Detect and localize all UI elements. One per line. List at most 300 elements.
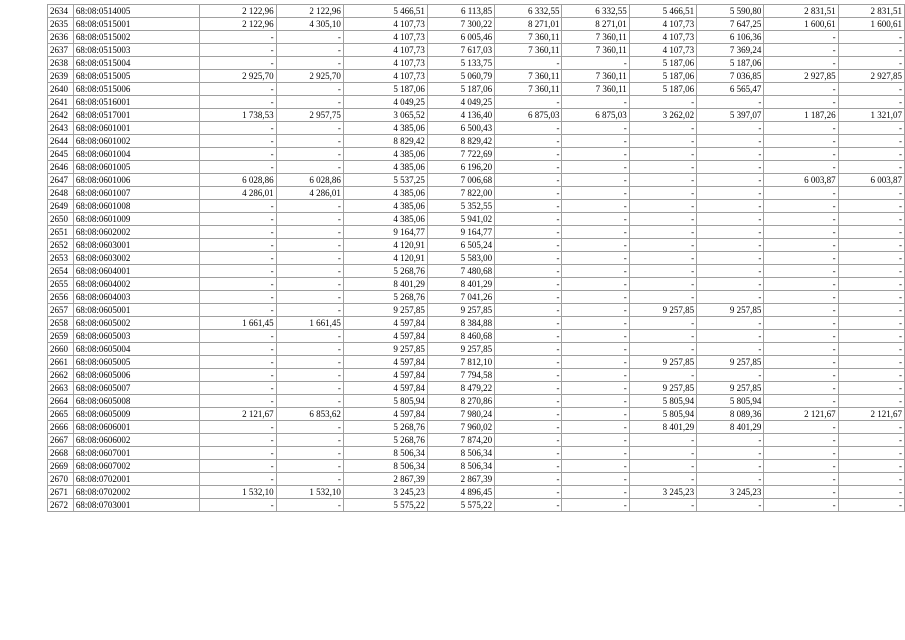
c6-value: - bbox=[562, 447, 629, 460]
row-number: 2660 bbox=[48, 343, 74, 356]
c2-value: - bbox=[276, 382, 343, 395]
c1-value: - bbox=[200, 369, 276, 382]
c4-value: 7 960,02 bbox=[427, 421, 494, 434]
parcel-code: 68:08:0702001 bbox=[73, 473, 200, 486]
c4-value: 5 583,00 bbox=[427, 252, 494, 265]
c2-value: - bbox=[276, 226, 343, 239]
c3-value: 4 385,06 bbox=[343, 122, 427, 135]
c1-value: 2 122,96 bbox=[200, 18, 276, 31]
c10-value: - bbox=[838, 187, 904, 200]
parcel-code: 68:08:0601002 bbox=[73, 135, 200, 148]
c4-value: 5 187,06 bbox=[427, 83, 494, 96]
c10-value: - bbox=[838, 317, 904, 330]
parcel-code: 68:08:0515003 bbox=[73, 44, 200, 57]
c7-value: 5 805,94 bbox=[629, 395, 696, 408]
c3-value: 4 597,84 bbox=[343, 382, 427, 395]
c7-value: 5 466,51 bbox=[629, 5, 696, 18]
c10-value: 2 927,85 bbox=[838, 70, 904, 83]
c7-value: 3 245,23 bbox=[629, 486, 696, 499]
table-row bbox=[48, 96, 905, 109]
c10-value: - bbox=[838, 434, 904, 447]
c1-value: - bbox=[200, 44, 276, 57]
parcel-code: 68:08:0702002 bbox=[73, 486, 200, 499]
c8-value: 3 245,23 bbox=[697, 486, 764, 499]
c5-value: - bbox=[495, 395, 562, 408]
c6-value: - bbox=[562, 291, 629, 304]
c1-value: - bbox=[200, 252, 276, 265]
c4-value: 7 617,03 bbox=[427, 44, 494, 57]
c7-value: - bbox=[629, 161, 696, 174]
c2-value: 4 305,10 bbox=[276, 18, 343, 31]
c5-value: 7 360,11 bbox=[495, 83, 562, 96]
c7-value: - bbox=[629, 265, 696, 278]
c9-value: - bbox=[764, 200, 838, 213]
c1-value: - bbox=[200, 226, 276, 239]
c6-value: - bbox=[562, 460, 629, 473]
table-row bbox=[48, 382, 905, 395]
c10-value: 2 121,67 bbox=[838, 408, 904, 421]
parcel-code: 68:08:0605001 bbox=[73, 304, 200, 317]
c4-value: 8 401,29 bbox=[427, 278, 494, 291]
c5-value: - bbox=[495, 148, 562, 161]
c10-value: - bbox=[838, 421, 904, 434]
c8-value: - bbox=[697, 447, 764, 460]
c7-value: - bbox=[629, 226, 696, 239]
c7-value: - bbox=[629, 447, 696, 460]
c9-value: - bbox=[764, 265, 838, 278]
c4-value: 5 941,02 bbox=[427, 213, 494, 226]
c5-value: - bbox=[495, 200, 562, 213]
parcel-code: 68:08:0607001 bbox=[73, 447, 200, 460]
c2-value: - bbox=[276, 395, 343, 408]
row-number: 2665 bbox=[48, 408, 74, 421]
c10-value: - bbox=[838, 369, 904, 382]
c2-value: - bbox=[276, 239, 343, 252]
c6-value: - bbox=[562, 57, 629, 70]
c8-value: 7 036,85 bbox=[697, 70, 764, 83]
c10-value: - bbox=[838, 304, 904, 317]
table-row bbox=[48, 18, 905, 31]
c2-value: - bbox=[276, 83, 343, 96]
c7-value: - bbox=[629, 122, 696, 135]
c3-value: 4 385,06 bbox=[343, 213, 427, 226]
c4-value: 8 506,34 bbox=[427, 460, 494, 473]
c10-value: 2 831,51 bbox=[838, 5, 904, 18]
c5-value: - bbox=[495, 226, 562, 239]
c1-value: 2 121,67 bbox=[200, 408, 276, 421]
parcel-code: 68:08:0606001 bbox=[73, 421, 200, 434]
c1-value: - bbox=[200, 343, 276, 356]
c2-value: - bbox=[276, 291, 343, 304]
c3-value: 9 257,85 bbox=[343, 304, 427, 317]
c8-value: 6 106,36 bbox=[697, 31, 764, 44]
c10-value: - bbox=[838, 447, 904, 460]
c8-value: 6 565,47 bbox=[697, 83, 764, 96]
c6-value: - bbox=[562, 200, 629, 213]
c3-value: 4 107,73 bbox=[343, 57, 427, 70]
c8-value: - bbox=[697, 213, 764, 226]
c3-value: 4 385,06 bbox=[343, 200, 427, 213]
parcel-code: 68:08:0605006 bbox=[73, 369, 200, 382]
c1-value: 2 925,70 bbox=[200, 70, 276, 83]
c2-value: - bbox=[276, 473, 343, 486]
c4-value: 9 257,85 bbox=[427, 343, 494, 356]
c5-value: - bbox=[495, 460, 562, 473]
c7-value: 4 107,73 bbox=[629, 44, 696, 57]
c6-value: 8 271,01 bbox=[562, 18, 629, 31]
c2-value: - bbox=[276, 148, 343, 161]
c1-value: 1 661,45 bbox=[200, 317, 276, 330]
parcel-code: 68:08:0601005 bbox=[73, 161, 200, 174]
row-number: 2670 bbox=[48, 473, 74, 486]
c6-value: - bbox=[562, 421, 629, 434]
table-row bbox=[48, 486, 905, 499]
c1-value: - bbox=[200, 148, 276, 161]
table-row bbox=[48, 343, 905, 356]
c9-value: 6 003,87 bbox=[764, 174, 838, 187]
c6-value: - bbox=[562, 187, 629, 200]
table-row bbox=[48, 109, 905, 122]
c4-value: 4 896,45 bbox=[427, 486, 494, 499]
c5-value: - bbox=[495, 174, 562, 187]
c3-value: 9 257,85 bbox=[343, 343, 427, 356]
c6-value: - bbox=[562, 330, 629, 343]
c10-value: - bbox=[838, 200, 904, 213]
c7-value: - bbox=[629, 291, 696, 304]
c1-value: - bbox=[200, 122, 276, 135]
c2-value: - bbox=[276, 265, 343, 278]
c9-value: - bbox=[764, 369, 838, 382]
c2-value: - bbox=[276, 304, 343, 317]
c7-value: 5 187,06 bbox=[629, 83, 696, 96]
parcel-code: 68:08:0514005 bbox=[73, 5, 200, 18]
c5-value: - bbox=[495, 135, 562, 148]
c2-value: 6 853,62 bbox=[276, 408, 343, 421]
c2-value: - bbox=[276, 252, 343, 265]
parcel-code: 68:08:0604003 bbox=[73, 291, 200, 304]
c9-value: - bbox=[764, 434, 838, 447]
c6-value: - bbox=[562, 239, 629, 252]
c1-value: 1 738,53 bbox=[200, 109, 276, 122]
table-body bbox=[48, 5, 905, 512]
parcel-code: 68:08:0515004 bbox=[73, 57, 200, 70]
c5-value: - bbox=[495, 447, 562, 460]
c1-value: - bbox=[200, 382, 276, 395]
c6-value: 6 875,03 bbox=[562, 109, 629, 122]
c7-value: 5 187,06 bbox=[629, 57, 696, 70]
c9-value: - bbox=[764, 83, 838, 96]
c2-value: 1 661,45 bbox=[276, 317, 343, 330]
c3-value: 4 385,06 bbox=[343, 148, 427, 161]
c4-value: 7 006,68 bbox=[427, 174, 494, 187]
c7-value: - bbox=[629, 499, 696, 512]
c3-value: 4 597,84 bbox=[343, 330, 427, 343]
c9-value: - bbox=[764, 330, 838, 343]
data-table bbox=[47, 4, 905, 512]
c9-value: - bbox=[764, 304, 838, 317]
c9-value: - bbox=[764, 44, 838, 57]
c2-value: - bbox=[276, 96, 343, 109]
c3-value: 5 466,51 bbox=[343, 5, 427, 18]
c7-value: 5 187,06 bbox=[629, 70, 696, 83]
row-number: 2656 bbox=[48, 291, 74, 304]
c5-value: 6 332,55 bbox=[495, 5, 562, 18]
c3-value: 3 245,23 bbox=[343, 486, 427, 499]
c6-value: - bbox=[562, 343, 629, 356]
row-number: 2669 bbox=[48, 460, 74, 473]
c1-value: - bbox=[200, 460, 276, 473]
c2-value: - bbox=[276, 330, 343, 343]
c1-value: - bbox=[200, 304, 276, 317]
c4-value: 7 300,22 bbox=[427, 18, 494, 31]
c4-value: 8 829,42 bbox=[427, 135, 494, 148]
row-number: 2654 bbox=[48, 265, 74, 278]
c1-value: - bbox=[200, 96, 276, 109]
c10-value: - bbox=[838, 330, 904, 343]
c1-value: 2 122,96 bbox=[200, 5, 276, 18]
table-row bbox=[48, 148, 905, 161]
c9-value: - bbox=[764, 226, 838, 239]
c8-value: 7 369,24 bbox=[697, 44, 764, 57]
c9-value: - bbox=[764, 460, 838, 473]
c7-value: 9 257,85 bbox=[629, 382, 696, 395]
c5-value: - bbox=[495, 486, 562, 499]
c3-value: 5 268,76 bbox=[343, 265, 427, 278]
parcel-code: 68:08:0601009 bbox=[73, 213, 200, 226]
c4-value: 7 874,20 bbox=[427, 434, 494, 447]
c7-value: 3 262,02 bbox=[629, 109, 696, 122]
c2-value: - bbox=[276, 499, 343, 512]
c5-value: - bbox=[495, 57, 562, 70]
c6-value: - bbox=[562, 161, 629, 174]
c8-value: 5 590,80 bbox=[697, 5, 764, 18]
c4-value: 6 005,46 bbox=[427, 31, 494, 44]
c6-value: - bbox=[562, 369, 629, 382]
c6-value: 7 360,11 bbox=[562, 70, 629, 83]
c6-value: - bbox=[562, 122, 629, 135]
row-number: 2659 bbox=[48, 330, 74, 343]
c3-value: 4 107,73 bbox=[343, 31, 427, 44]
table-row bbox=[48, 408, 905, 421]
c4-value: 7 822,00 bbox=[427, 187, 494, 200]
c8-value: 5 805,94 bbox=[697, 395, 764, 408]
c8-value: - bbox=[697, 252, 764, 265]
c9-value: 2 831,51 bbox=[764, 5, 838, 18]
c3-value: 4 597,84 bbox=[343, 369, 427, 382]
table-row bbox=[48, 200, 905, 213]
parcel-code: 68:08:0605008 bbox=[73, 395, 200, 408]
table-row bbox=[48, 57, 905, 70]
c6-value: 7 360,11 bbox=[562, 31, 629, 44]
c2-value: - bbox=[276, 57, 343, 70]
parcel-code: 68:08:0515002 bbox=[73, 31, 200, 44]
c2-value: - bbox=[276, 135, 343, 148]
c4-value: 8 460,68 bbox=[427, 330, 494, 343]
c2-value: - bbox=[276, 31, 343, 44]
parcel-code: 68:08:0515005 bbox=[73, 70, 200, 83]
c7-value: - bbox=[629, 330, 696, 343]
c1-value: - bbox=[200, 200, 276, 213]
c4-value: 5 133,75 bbox=[427, 57, 494, 70]
c7-value: - bbox=[629, 343, 696, 356]
c2-value: 2 122,96 bbox=[276, 5, 343, 18]
c5-value: 8 271,01 bbox=[495, 18, 562, 31]
c2-value: 4 286,01 bbox=[276, 187, 343, 200]
c8-value: - bbox=[697, 200, 764, 213]
c10-value: - bbox=[838, 252, 904, 265]
c8-value: - bbox=[697, 330, 764, 343]
c4-value: 8 384,88 bbox=[427, 317, 494, 330]
table-row bbox=[48, 317, 905, 330]
c1-value: - bbox=[200, 499, 276, 512]
c3-value: 4 597,84 bbox=[343, 356, 427, 369]
c7-value: - bbox=[629, 174, 696, 187]
c4-value: 7 812,10 bbox=[427, 356, 494, 369]
table-row bbox=[48, 291, 905, 304]
c9-value: - bbox=[764, 473, 838, 486]
table-row bbox=[48, 135, 905, 148]
c2-value: - bbox=[276, 278, 343, 291]
c1-value: - bbox=[200, 395, 276, 408]
parcel-code: 68:08:0601008 bbox=[73, 200, 200, 213]
c5-value: - bbox=[495, 213, 562, 226]
c8-value: 9 257,85 bbox=[697, 356, 764, 369]
c8-value: - bbox=[697, 460, 764, 473]
row-number: 2646 bbox=[48, 161, 74, 174]
c8-value: 8 401,29 bbox=[697, 421, 764, 434]
c7-value: - bbox=[629, 460, 696, 473]
c4-value: 5 352,55 bbox=[427, 200, 494, 213]
c3-value: 4 107,73 bbox=[343, 18, 427, 31]
c4-value: 4 049,25 bbox=[427, 96, 494, 109]
c10-value: - bbox=[838, 239, 904, 252]
c1-value: - bbox=[200, 239, 276, 252]
c10-value: 6 003,87 bbox=[838, 174, 904, 187]
c8-value: - bbox=[697, 434, 764, 447]
c5-value: - bbox=[495, 252, 562, 265]
row-number: 2668 bbox=[48, 447, 74, 460]
c6-value: - bbox=[562, 434, 629, 447]
c1-value: - bbox=[200, 356, 276, 369]
c7-value: - bbox=[629, 473, 696, 486]
row-number: 2639 bbox=[48, 70, 74, 83]
c10-value: - bbox=[838, 382, 904, 395]
row-number: 2642 bbox=[48, 109, 74, 122]
c7-value: - bbox=[629, 200, 696, 213]
c3-value: 8 506,34 bbox=[343, 460, 427, 473]
c5-value: - bbox=[495, 408, 562, 421]
c7-value: - bbox=[629, 239, 696, 252]
c3-value: 4 597,84 bbox=[343, 408, 427, 421]
c7-value: 8 401,29 bbox=[629, 421, 696, 434]
c3-value: 4 049,25 bbox=[343, 96, 427, 109]
c4-value: 7 980,24 bbox=[427, 408, 494, 421]
c1-value: - bbox=[200, 213, 276, 226]
row-number: 2657 bbox=[48, 304, 74, 317]
c1-value: - bbox=[200, 421, 276, 434]
c2-value: - bbox=[276, 447, 343, 460]
c9-value: 1 187,26 bbox=[764, 109, 838, 122]
c8-value: - bbox=[697, 369, 764, 382]
c2-value: - bbox=[276, 122, 343, 135]
c9-value: 2 121,67 bbox=[764, 408, 838, 421]
parcel-code: 68:08:0604001 bbox=[73, 265, 200, 278]
c10-value: - bbox=[838, 161, 904, 174]
parcel-code: 68:08:0515001 bbox=[73, 18, 200, 31]
c3-value: 3 065,52 bbox=[343, 109, 427, 122]
table-row bbox=[48, 161, 905, 174]
table-row bbox=[48, 122, 905, 135]
c2-value: 2 925,70 bbox=[276, 70, 343, 83]
c1-value: - bbox=[200, 57, 276, 70]
table-row bbox=[48, 187, 905, 200]
c4-value: 7 480,68 bbox=[427, 265, 494, 278]
parcel-code: 68:08:0607002 bbox=[73, 460, 200, 473]
c2-value: - bbox=[276, 460, 343, 473]
c9-value: - bbox=[764, 31, 838, 44]
c3-value: 4 107,73 bbox=[343, 44, 427, 57]
c4-value: 6 505,24 bbox=[427, 239, 494, 252]
c2-value: - bbox=[276, 200, 343, 213]
c1-value: - bbox=[200, 434, 276, 447]
c4-value: 9 257,85 bbox=[427, 304, 494, 317]
c5-value: - bbox=[495, 330, 562, 343]
c4-value: 8 506,34 bbox=[427, 447, 494, 460]
c8-value: - bbox=[697, 343, 764, 356]
c9-value: - bbox=[764, 96, 838, 109]
c5-value: - bbox=[495, 304, 562, 317]
c5-value: - bbox=[495, 291, 562, 304]
c6-value: - bbox=[562, 226, 629, 239]
c9-value: - bbox=[764, 421, 838, 434]
c4-value: 2 867,39 bbox=[427, 473, 494, 486]
c4-value: 8 479,22 bbox=[427, 382, 494, 395]
row-number: 2635 bbox=[48, 18, 74, 31]
c6-value: 7 360,11 bbox=[562, 83, 629, 96]
c3-value: 4 385,06 bbox=[343, 187, 427, 200]
c10-value: 1 321,07 bbox=[838, 109, 904, 122]
c1-value: - bbox=[200, 447, 276, 460]
table-row bbox=[48, 395, 905, 408]
c4-value: 7 794,58 bbox=[427, 369, 494, 382]
c10-value: - bbox=[838, 31, 904, 44]
table-row bbox=[48, 226, 905, 239]
c3-value: 5 805,94 bbox=[343, 395, 427, 408]
c4-value: 5 575,22 bbox=[427, 499, 494, 512]
row-number: 2663 bbox=[48, 382, 74, 395]
row-number: 2672 bbox=[48, 499, 74, 512]
c6-value: - bbox=[562, 473, 629, 486]
c9-value: - bbox=[764, 57, 838, 70]
c5-value: - bbox=[495, 473, 562, 486]
row-number: 2653 bbox=[48, 252, 74, 265]
row-number: 2644 bbox=[48, 135, 74, 148]
parcel-code: 68:08:0516001 bbox=[73, 96, 200, 109]
c1-value: 6 028,86 bbox=[200, 174, 276, 187]
table-row bbox=[48, 304, 905, 317]
row-number: 2649 bbox=[48, 200, 74, 213]
c7-value: - bbox=[629, 317, 696, 330]
row-number: 2661 bbox=[48, 356, 74, 369]
row-number: 2634 bbox=[48, 5, 74, 18]
c5-value: 7 360,11 bbox=[495, 70, 562, 83]
c5-value: - bbox=[495, 96, 562, 109]
c10-value: - bbox=[838, 473, 904, 486]
row-number: 2652 bbox=[48, 239, 74, 252]
c3-value: 4 120,91 bbox=[343, 239, 427, 252]
c4-value: 5 060,79 bbox=[427, 70, 494, 83]
c6-value: - bbox=[562, 408, 629, 421]
